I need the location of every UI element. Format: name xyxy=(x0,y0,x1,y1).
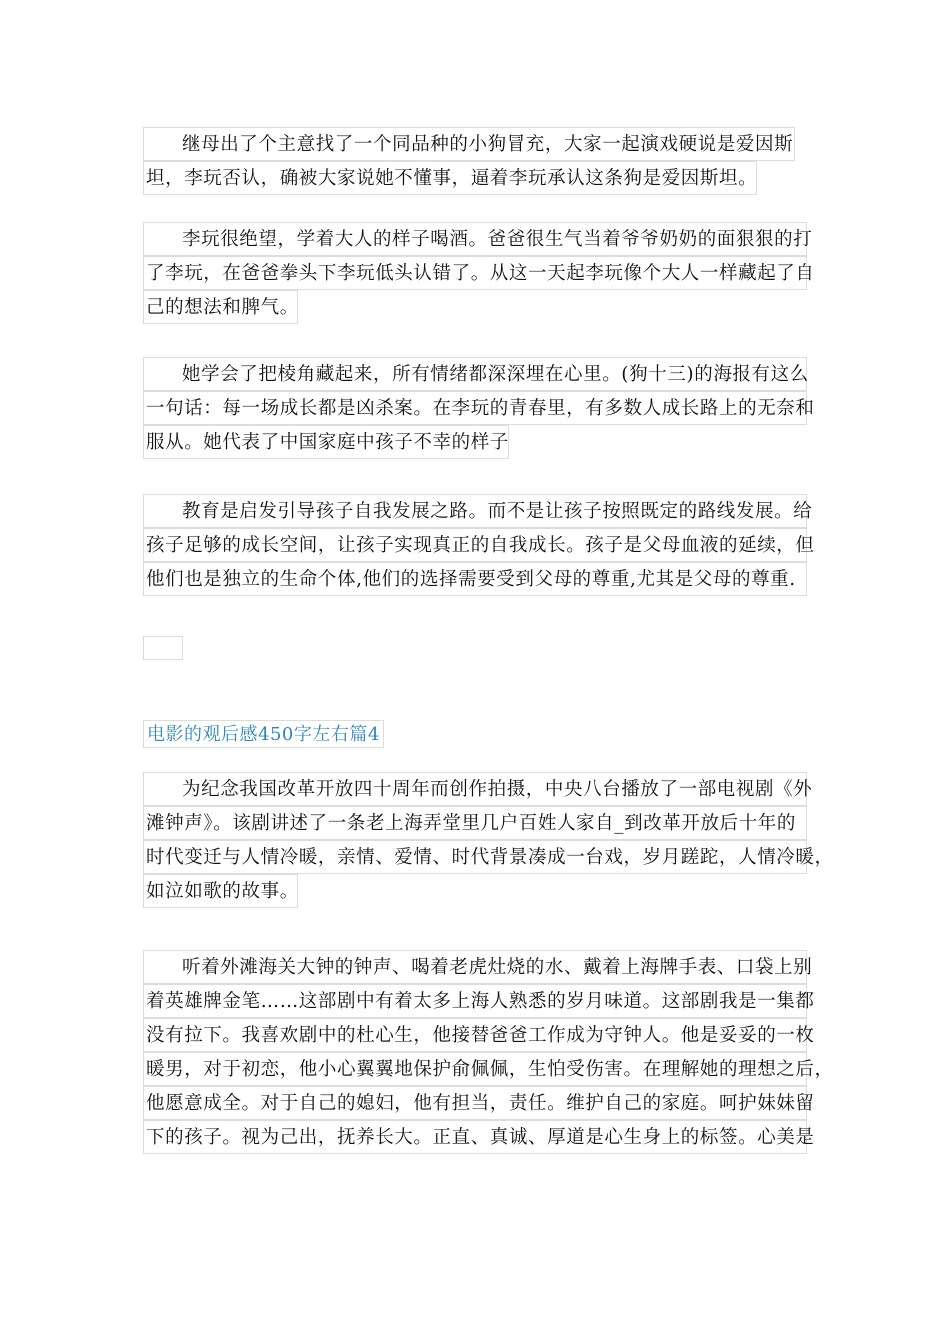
text-line: 他愿意成全。对于自己的媳妇，他有担当，责任。维护自己的家庭。呵护妹妹留 xyxy=(143,1086,807,1120)
section-heading: 电影的观后感450字左右篇4 xyxy=(143,720,384,748)
text-line: 李玩很绝望，学着大人的样子喝酒。爸爸很生气当着爷爷奶奶的面狠狠的打 xyxy=(143,222,807,256)
text-line: 如泣如歌的故事。 xyxy=(143,874,298,908)
text-line: 一句话：每一场成长都是凶杀案。在李玩的青春里，有多数人成长路上的无奈和 xyxy=(143,391,807,425)
text-line: 孩子足够的成长空间，让孩子实现真正的自我成长。孩子是父母血液的延续，但 xyxy=(143,528,807,562)
text-line: 着英雄牌金笔……这部剧中有着太多上海人熟悉的岁月味道。这部剧我是一集都 xyxy=(143,984,807,1018)
text-line: 己的想法和脾气。 xyxy=(143,290,298,324)
empty-line-box xyxy=(143,636,183,660)
text-line: 没有拉下。我喜欢剧中的杜心生，他接替爸爸工作成为守钟人。他是妥妥的一枚 xyxy=(143,1018,807,1052)
text-line: 暖男，对于初恋，他小心翼翼地保护俞佩佩，生怕受伤害。在理解她的理想之后， xyxy=(143,1052,807,1086)
text-line: 她学会了把棱角藏起来，所有情绪都深深埋在心里。(狗十三)的海报有这么 xyxy=(143,357,807,391)
text-line: 教育是启发引导孩子自我发展之路。而不是让孩子按照既定的路线发展。给 xyxy=(143,494,807,528)
text-line: 他们也是独立的生命个体,他们的选择需要受到父母的尊重,尤其是父母的尊重. xyxy=(143,562,807,596)
text-line: 滩钟声》。该剧讲述了一条老上海弄堂里几户百姓人家自_到改革开放后十年的 xyxy=(143,806,807,840)
text-line: 为纪念我国改革开放四十周年而创作拍摄，中央八台播放了一部电视剧《外 xyxy=(143,772,807,806)
text-line: 了李玩，在爸爸拳头下李玩低头认错了。从这一天起李玩像个大人一样藏起了自 xyxy=(143,256,807,290)
text-line: 继母出了个主意找了一个同品种的小狗冒充，大家一起演戏硬说是爱因斯 xyxy=(143,127,795,161)
text-line: 坦，李玩否认，确被大家说她不懂事，逼着李玩承认这条狗是爱因斯坦。 xyxy=(143,161,757,195)
text-line: 时代变迁与人情冷暖，亲情、爱情、时代背景凑成一台戏，岁月蹉跎，人情冷暖， xyxy=(143,840,807,874)
text-line: 下的孩子。视为己出，抚养长大。正直、真诚、厚道是心生身上的标签。心美是 xyxy=(143,1120,807,1154)
text-line: 听着外滩海关大钟的钟声、喝着老虎灶烧的水、戴着上海牌手表、口袋上别 xyxy=(143,950,807,984)
text-line: 服从。她代表了中国家庭中孩子不幸的样子 xyxy=(143,425,509,459)
